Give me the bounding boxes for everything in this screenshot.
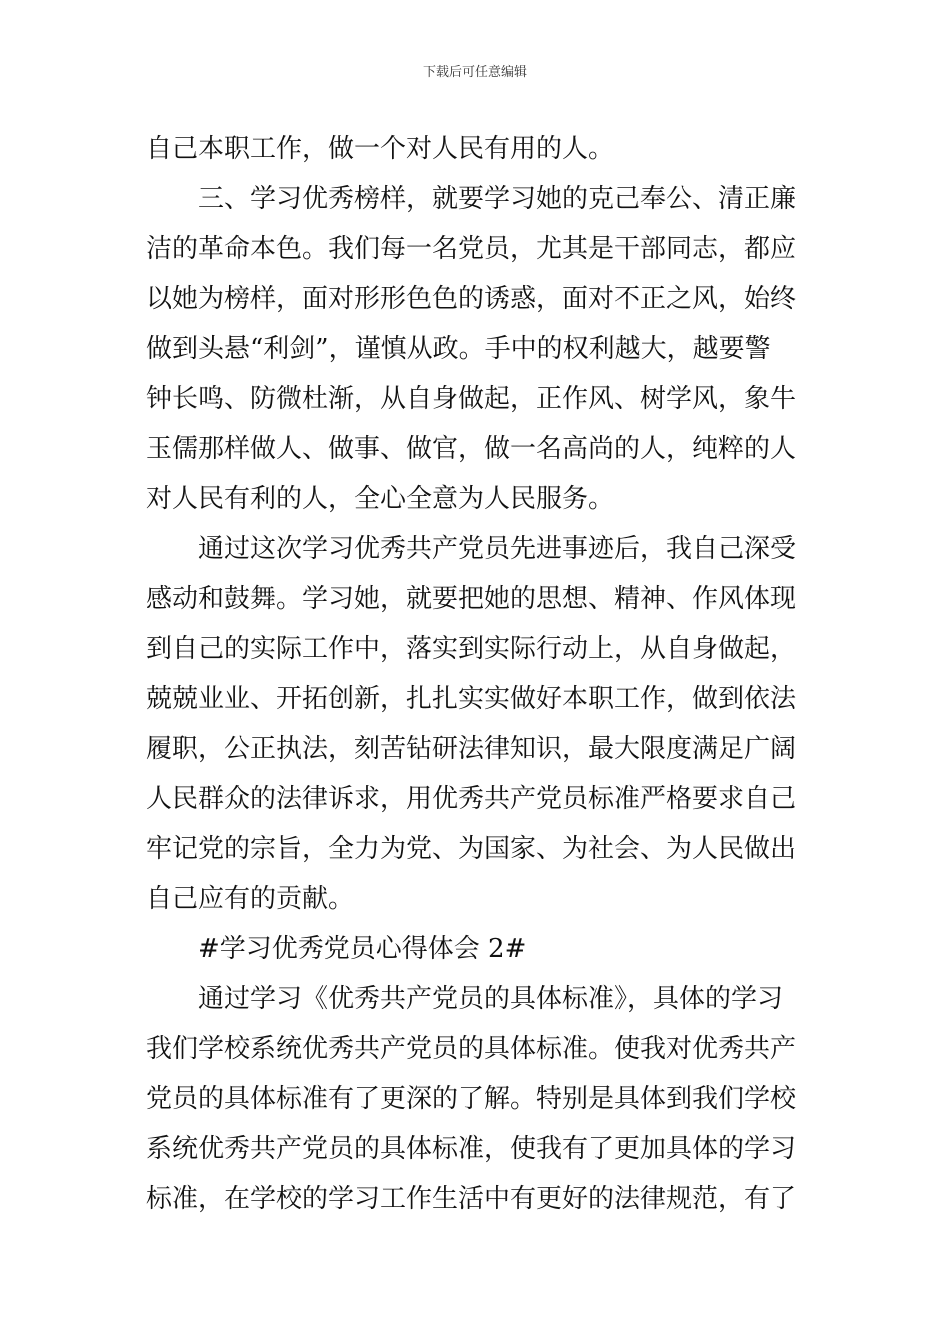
text-line-7: 玉儒那样做人、做事、做官，做一名高尚的人，纯粹的人	[146, 434, 797, 464]
text-line-19: 我们学校系统优秀共产党员的具体标准。使我对优秀共产	[146, 1034, 797, 1064]
text-line-12: 兢兢业业、开拓创新，扎扎实实做好本职工作，做到依法	[146, 684, 797, 714]
text-line-15: 牢记党的宗旨，全力为党、为国家、为社会、为人民做出	[146, 834, 797, 864]
text-line-13: 履职，公正执法，刻苦钻研法律知识，最大限度满足广阔	[146, 734, 797, 764]
text-line-20: 党员的具体标准有了更深的了解。特别是具体到我们学校	[146, 1084, 797, 1114]
text-line-2: 三、学习优秀榜样，就要学习她的克己奉公、清正廉	[146, 184, 797, 214]
text-line-10: 感动和鼓舞。学习她，就要把她的思想、精神、作风体现	[146, 584, 797, 614]
text-line-4: 以她为榜样，面对形形色色的诱惑，面对不正之风，始终	[146, 284, 797, 314]
text-line-1: 自己本职工作，做一个对人民有用的人。	[146, 134, 615, 164]
text-line-22: 标准，在学校的学习工作生活中有更好的法律规范，有了	[146, 1184, 797, 1214]
section-heading: #学习优秀党员心得体会 2#	[146, 934, 527, 964]
page-header: 下载后可任意编辑	[422, 65, 527, 80]
text-line-18: 通过学习《优秀共产党员的具体标准》，具体的学习	[146, 984, 784, 1014]
text-line-6: 钟长鸣、防微杜渐，从自身做起，正作风、树学风，象牛	[146, 384, 797, 414]
text-line-5: 做到头悬“利剑”，谨慎从政。手中的权利越大，越要警	[146, 334, 771, 364]
text-line-14: 人民群众的法律诉求，用优秀共产党员标准严格要求自己	[146, 784, 797, 814]
text-line-21: 系统优秀共产党员的具体标准，使我有了更加具体的学习	[146, 1134, 797, 1164]
text-line-3: 洁的革命本色。我们每一名党员，尤其是干部同志，都应	[146, 234, 797, 264]
text-line-11: 到自己的实际工作中，落实到实际行动上，从自身做起，	[146, 634, 797, 664]
text-line-16: 自己应有的贡献。	[146, 884, 355, 914]
text-line-8: 对人民有利的人，全心全意为人民服务。	[146, 484, 615, 514]
text-line-9: 通过这次学习优秀共产党员先进事迹后，我自己深受	[146, 534, 797, 564]
